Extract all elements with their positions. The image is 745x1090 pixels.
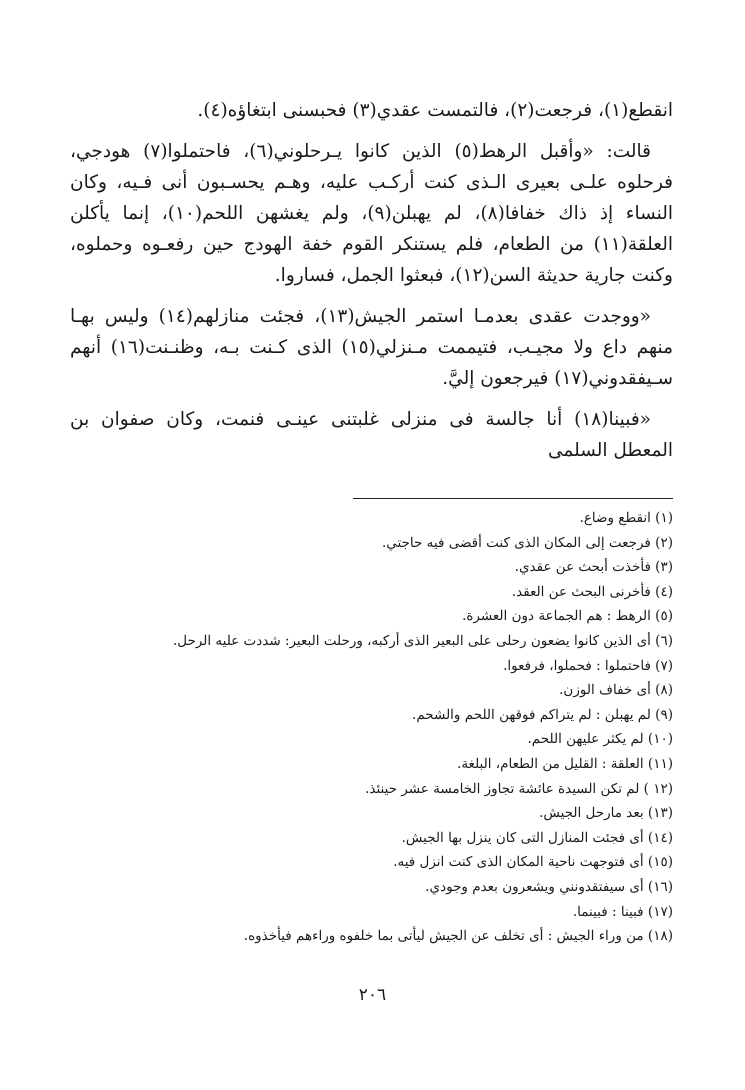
footnote-10: (١٠) لم يكثر عليهن اللحم. xyxy=(527,731,673,748)
footnote-4: (٤) فأخرنى البحث عن العقد. xyxy=(511,583,673,600)
footnote-18: (١٨) من وراء الجيش : أى تخلف عن الجيش ليأتى بما خلفوه وراءهم فيأخذوه. xyxy=(243,928,673,945)
footnote-8: (٨) أى خفاف الوزن. xyxy=(559,682,673,699)
paragraph-2: قالت: «وأقبل الرهط(٥) الذين كانوا يـرحلوني(٦)، فاحتملوا(٧) هودجي، فرحلوه علـى بعيرى الـذى كنت أركـب عليه، وهـم يحسـبون أنى فـيه، وكان النساء إذ ذاك خفافا(٨)، لم يهبلن(٩)، ولم يغشهن اللحم(١٠)، إنما يأكلن العلقة(١١) من الطعام، فلم يستنكر القوم خفة الهودج حين رفعـوه وحملوه، وكنت جارية حديثة السن(١٢)، فبعثوا الجمل، فساروا. xyxy=(70,141,673,286)
footnote-6: (٦) أى الذين كانوا يضعون رحلى على البعير الذى أركبه، ورحلت البعير: شددت عليه الرحل. xyxy=(172,632,673,649)
footnote-5: (٥) الرهط : هم الجماعة دون العشرة. xyxy=(462,608,673,625)
footnote-9: (٩) لم يهبلن : لم يتراكم فوقهن اللحم والشحم. xyxy=(412,706,673,723)
footnote-13: (١٣) بعد مارحل الجيش. xyxy=(539,805,673,822)
footnote-12: (١٢ ) لم تكن السيدة عائشة تجاوز الخامسة عشر حينئذ. xyxy=(365,780,673,797)
footnotes-list xyxy=(70,506,673,949)
footnote-3: (٣) فأخذت أبحث عن عقدي. xyxy=(514,559,673,576)
footnote-separator xyxy=(353,498,673,499)
footnote-14: (١٤) أى فجئت المنازل التى كان ينزل بها الجيش. xyxy=(401,829,673,846)
paragraph-3: «ووجدت عقدى بعدمـا استمر الجيش(١٣)، فجئت منازلهم(١٤) وليس بهـا منهم داع ولا مجيـب، فتيممت مـنزلي(١٥) الذى كـنت بـه، وظنـنت(١٦) أنهم سـيفقدوني(١٧) فيرجعون إليَّ. xyxy=(70,306,673,389)
footnote-1: (١) انقطع وضاع. xyxy=(579,510,673,526)
footnote-17: (١٧) فبينا : فبينما. xyxy=(572,903,673,920)
footnote-15: (١٥) أى فتوجهت ناحية المكان الذى كنت انزل فيه. xyxy=(393,854,673,871)
footnote-16: (١٦) أى سيفتقدونني ويشعرون بعدم وجودي. xyxy=(425,878,673,895)
footnote-2: (٢) فرجعت إلى المكان الذى كنت أقضى فيه حاجتي. xyxy=(381,534,673,551)
paragraph-1: انقطع(١)، فرجعت(٢)، فالتمست عقدي(٣) فحبسنى ابتغاؤه(٤). xyxy=(197,100,673,121)
page-number: ٢٠٦ xyxy=(358,985,387,1005)
paragraph-4: «فبينا(١٨) أنا جالسة فى منزلى غلبتنى عينـى فنمت، وكان صفوان بن المعطل السلمى xyxy=(70,409,673,461)
main-text xyxy=(70,95,673,476)
footnote-7: (٧) فاحتملوا : فحملوا، فرفعوا. xyxy=(503,657,673,674)
footnote-11: (١١) العلقة : القليل من الطعام، البلغة. xyxy=(457,755,673,772)
